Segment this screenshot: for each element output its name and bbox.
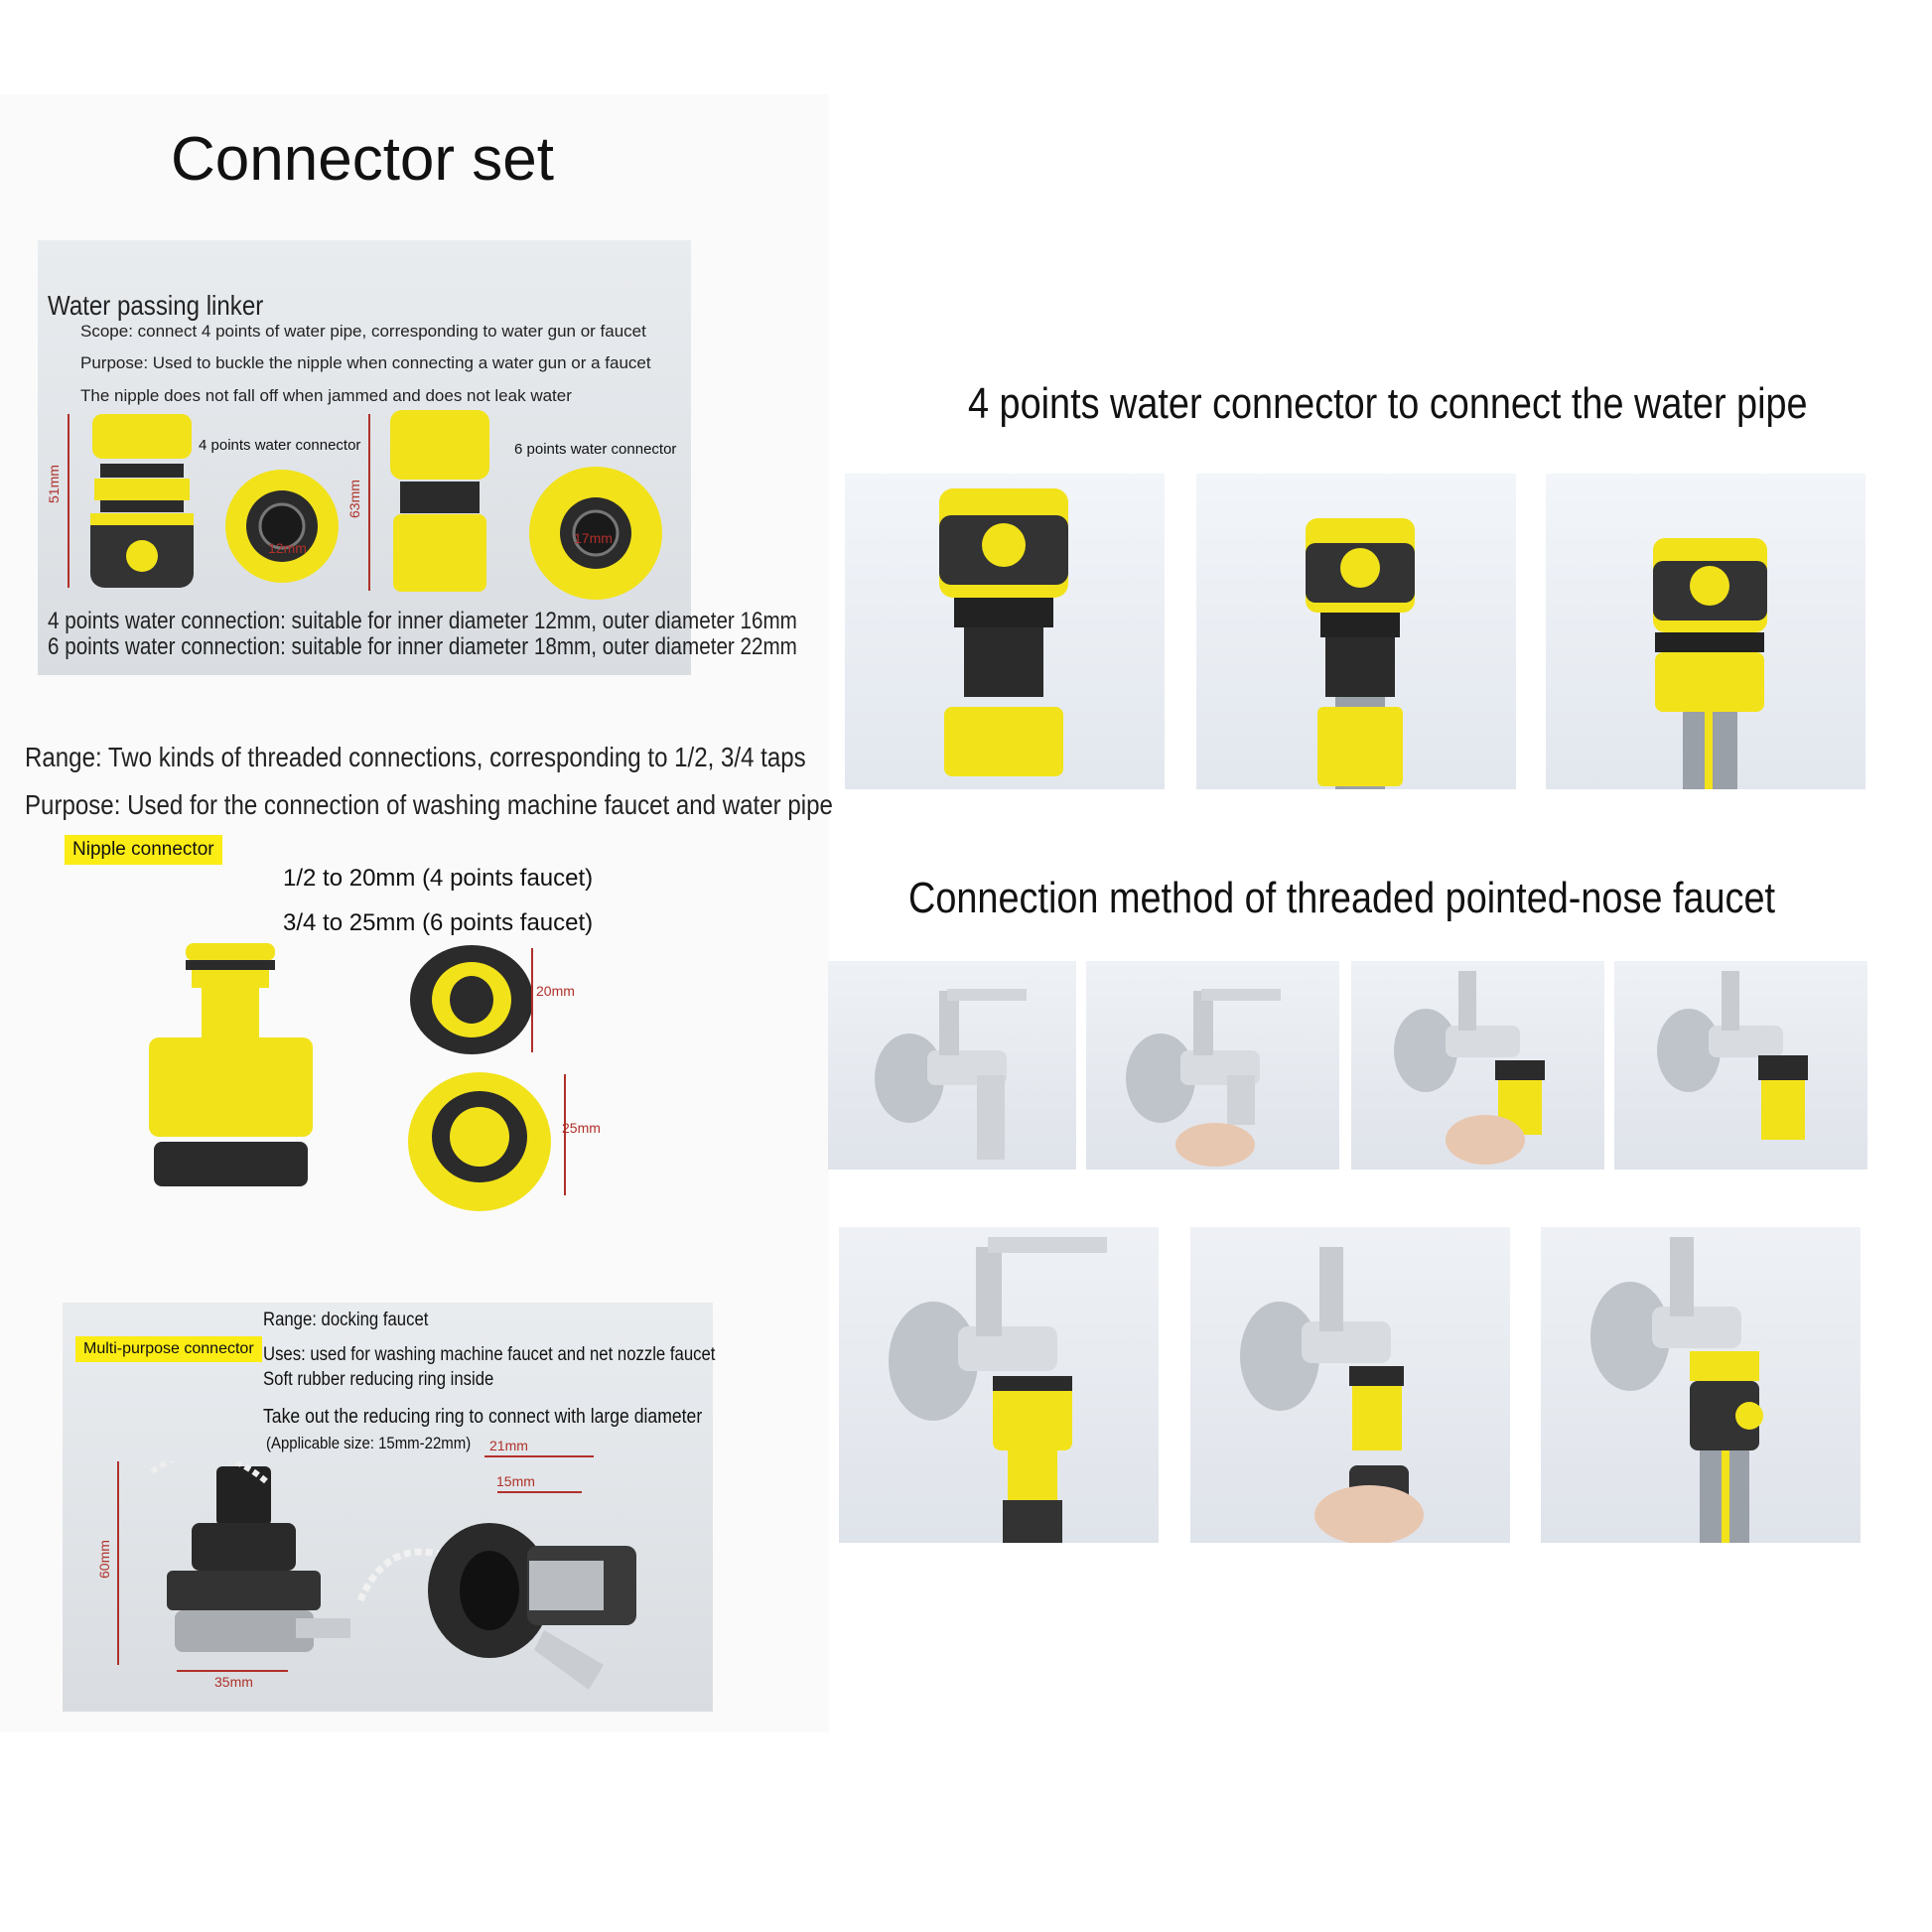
dim-label-60: 60mm	[96, 1540, 112, 1579]
dim-line-20	[531, 948, 533, 1052]
label-6-points: 6 points water connector	[514, 441, 677, 458]
photo-faucet-step-4	[1614, 961, 1867, 1170]
multi-purpose-info-box	[63, 1303, 716, 1712]
multi-purpose-tag: Multi-purpose connector	[75, 1336, 262, 1362]
four-point-connector-top	[222, 467, 342, 586]
linker-note: The nipple does not fall off when jammed and does not leak water	[80, 386, 572, 405]
nipple-line-1: 1/2 to 20mm (4 points faucet)	[283, 865, 594, 892]
purpose-text: Purpose: Used for the connection of washing machine faucet and water pipe	[25, 789, 833, 820]
dim-label-51: 51mm	[46, 465, 62, 503]
dim-label-17: 17mm	[574, 530, 613, 546]
photo-faucet-step-7	[1541, 1227, 1861, 1543]
photo-faucet-step-5	[839, 1227, 1159, 1543]
page-title: Connector set	[171, 125, 554, 194]
dim-label-63: 63mm	[346, 480, 362, 518]
multi-connector-image	[147, 1461, 375, 1685]
linker-heading: Water passing linker	[48, 290, 264, 321]
linker-scope: Scope: connect 4 points of water pipe, corresponding to water gun or faucet	[80, 322, 646, 341]
dim-label-12: 12mm	[268, 540, 307, 556]
nipple-thread-top	[407, 943, 541, 1057]
six-point-connector-side	[385, 407, 494, 596]
four-point-connector-side	[82, 409, 202, 593]
multi-connector-angled	[350, 1491, 678, 1700]
multi-ring: Soft rubber reducing ring inside	[263, 1369, 494, 1390]
spec-4-points: 4 points water connection: suitable for inner diameter 12mm, outer diameter 16mm	[48, 608, 797, 634]
dim-label-25: 25mm	[562, 1120, 601, 1136]
dim-line-35	[177, 1670, 288, 1672]
dim-line-51	[68, 414, 69, 588]
photo-faucet-step-1	[828, 961, 1076, 1170]
dim-label-15: 15mm	[496, 1473, 535, 1489]
photo-pipe-step-2	[1196, 474, 1516, 789]
multi-range: Range: docking faucet	[263, 1310, 429, 1330]
multi-uses: Uses: used for washing machine faucet and net nozzle faucet	[263, 1344, 716, 1365]
linker-purpose: Purpose: Used to buckle the nipple when connecting a water gun or a faucet	[80, 353, 651, 372]
photo-faucet-step-3	[1351, 961, 1604, 1170]
dim-line-15	[497, 1491, 582, 1493]
multi-take-out: Take out the reducing ring to connect with large diameter	[263, 1406, 703, 1428]
multi-size: (Applicable size: 15mm-22mm)	[266, 1434, 472, 1452]
spec-6-points: 6 points water connection: suitable for inner diameter 18mm, outer diameter 22mm	[48, 633, 797, 660]
right-heading-2: Connection method of threaded pointed-nose faucet	[908, 874, 1776, 922]
range-text: Range: Two kinds of threaded connections, corresponding to 1/2, 3/4 taps	[25, 742, 806, 772]
nipple-line-2: 3/4 to 25mm (6 points faucet)	[283, 909, 594, 936]
nipple-thread-bottom	[402, 1067, 561, 1216]
linker-info-box	[38, 240, 797, 675]
dim-label-35: 35mm	[214, 1674, 253, 1690]
photo-faucet-step-2	[1086, 961, 1339, 1170]
photo-faucet-step-6	[1190, 1227, 1510, 1543]
nipple-connector-image	[144, 938, 318, 1196]
right-heading-1: 4 points water connector to connect the water pipe	[968, 379, 1808, 428]
photo-pipe-step-1	[845, 474, 1165, 789]
photo-pipe-step-3	[1546, 474, 1865, 789]
dim-line-21	[484, 1455, 594, 1457]
dim-line-63	[368, 414, 370, 591]
label-4-points: 4 points water connector	[199, 437, 361, 454]
dim-line-60	[117, 1461, 119, 1665]
dim-label-20: 20mm	[536, 983, 575, 999]
nipple-connector-tag: Nipple connector	[65, 835, 222, 865]
dim-label-21: 21mm	[489, 1438, 528, 1453]
